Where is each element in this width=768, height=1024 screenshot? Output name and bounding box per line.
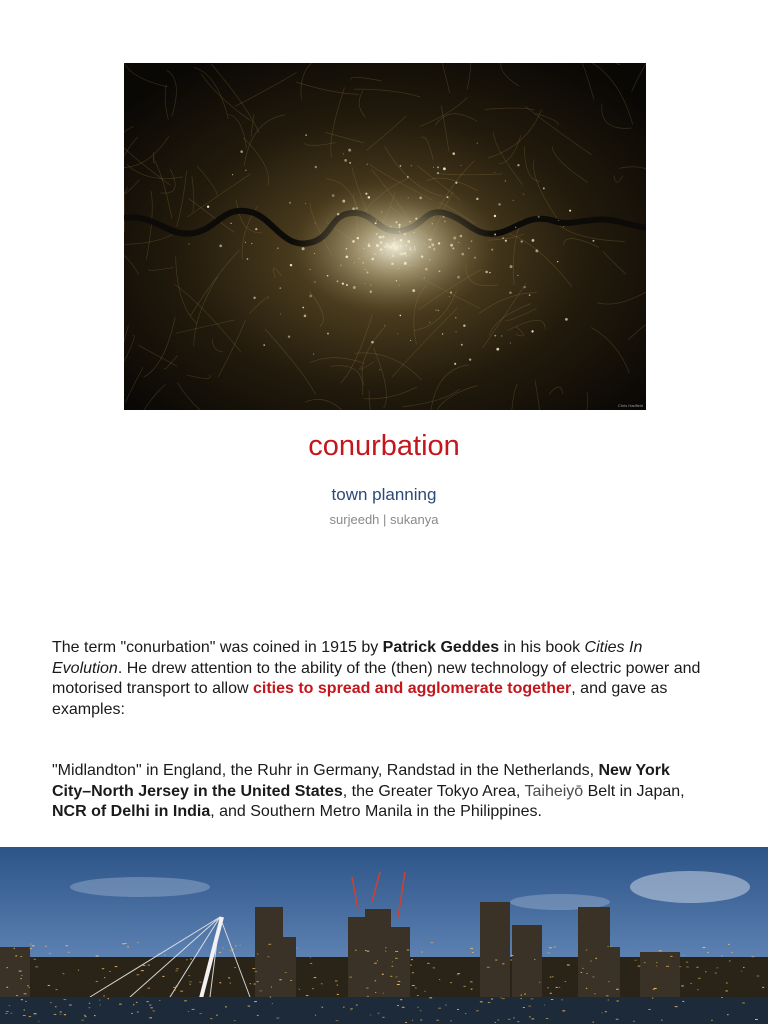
page-subtitle: town planning [331, 485, 437, 504]
night-city-satellite-illustration [124, 63, 646, 410]
p1-patrick-geddes: Patrick Geddes [382, 639, 500, 656]
p1-text-4: , and gave as examples: [52, 680, 668, 718]
p1-text-1: The term "conurbation" was coined in 1915 by [52, 639, 383, 656]
p2-new-york: New York City–North Jersey in the United States [52, 762, 670, 800]
p1-text-3: . He drew attention to the ability of the (then) new technology of electric power and motorised transport to allow [52, 659, 701, 697]
p1-highlight: cities to spread and agglomerate together [252, 680, 572, 697]
night-city-satellite-image [124, 63, 646, 410]
photo-credit: Chris Hadfield [617, 403, 643, 408]
p2-taiheiyo: Taiheiyō [524, 782, 584, 800]
p1-text-2: in his book [499, 639, 585, 656]
authors-line: surjeedh | sukanya [329, 512, 439, 527]
city-skyline-image [0, 847, 768, 1024]
p2-delhi: NCR of Delhi in India [52, 803, 211, 820]
intro-paragraph [52, 638, 712, 720]
p2-text-4: , and Southern Metro Manila in the Philippines. [210, 803, 542, 820]
p1-book-title: Cities In Evolution [52, 639, 643, 677]
p2-text-1: "Midlandton" in England, the Ruhr in Germany, Randstad in the Netherlands, [52, 762, 599, 779]
p2-text-2: , the Greater Tokyo Area, [342, 782, 525, 800]
skyline-illustration [0, 847, 768, 1024]
p2-text-3: Belt in Japan, [583, 782, 685, 800]
examples-paragraph [52, 761, 712, 823]
page-title: conurbation [308, 430, 460, 462]
